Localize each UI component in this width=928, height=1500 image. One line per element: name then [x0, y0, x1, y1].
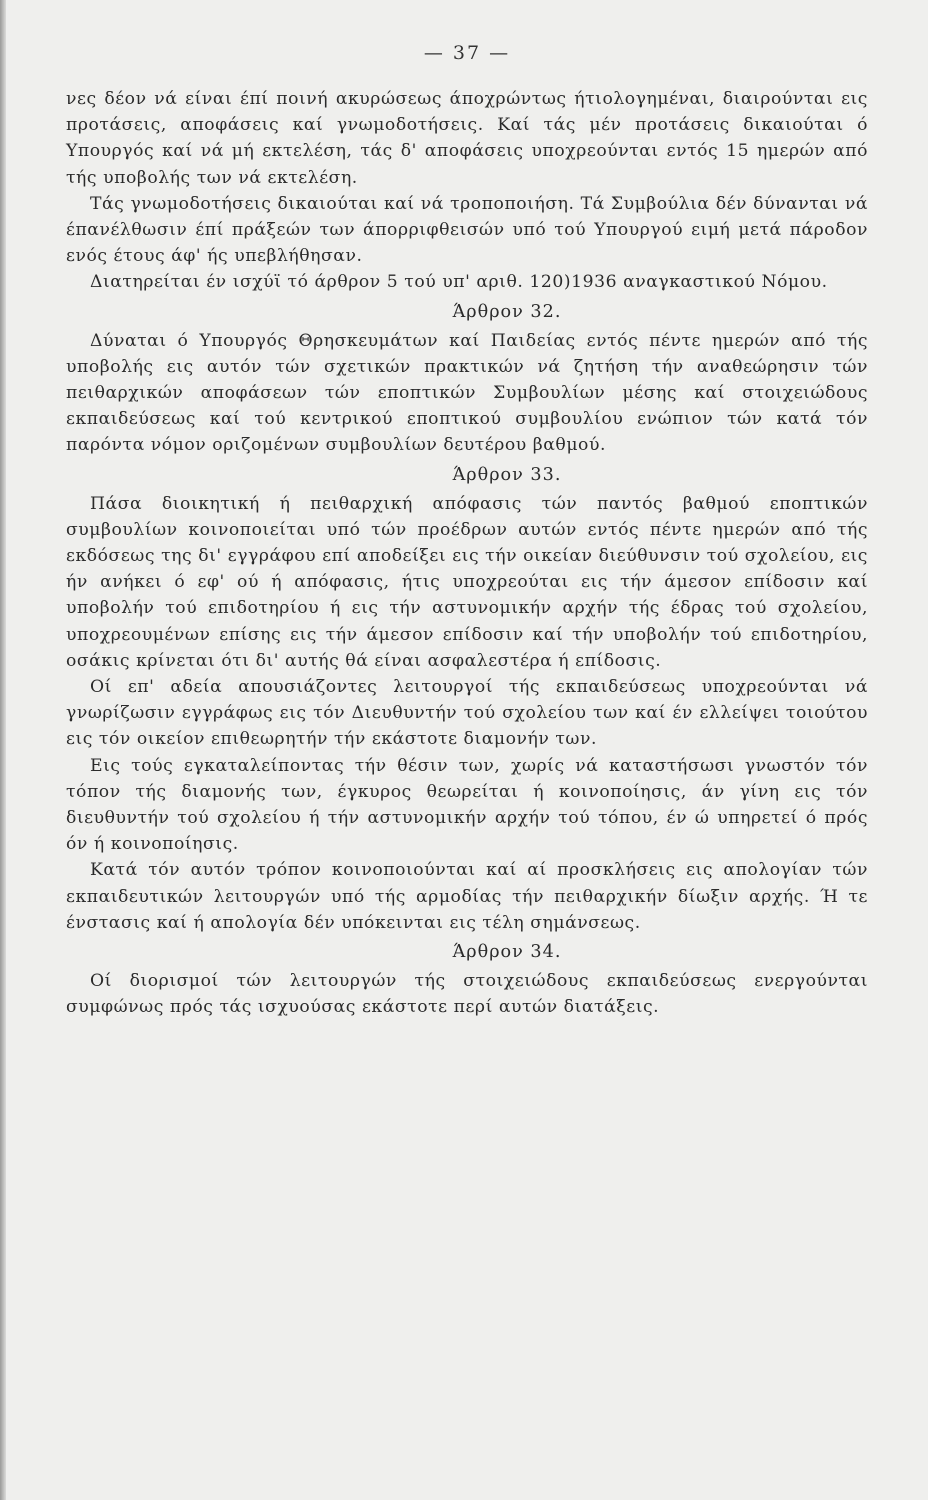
article-34-paragraph: Οί διορισμοί τών λειτουργών τής στοιχειώδους εκπαιδεύσεως ενεργούνται συμφώνως πρός τάς ισχυούσας εκάστοτε περί αυτών διατάξεις. [66, 971, 868, 1018]
article-33-paragraph: Οί επ' αδεία απουσιάζοντες λειτουργοί τής εκπαιδεύσεως υποχρεούνται νά γνωρίζωσιν εγγράφως εις τόν Διευθυντήν τού σχολείου των καί έν ελλείψει τοιούτου εις τόν οικείον επιθεωρητήν τήν εκάστοτε διαμονήν των. [66, 677, 868, 750]
page-number: — 37 — [423, 42, 511, 64]
paragraph-continuation: νες δέον νά είναι έπί ποινή ακυρώσεως άποχρώντως ήτιολογημέναι, διαιρούνται εις προτάσεις, αποφάσεις καί γνωμοδοτήσεις. Καί τάς μέν προτάσεις δικαιούται ό Υπουργός καί νά μή εκτελέση, τάς δ' αποφάσεις υποχρεούνται εντός 15 ημερών από τής υποβολής των νά εκτελέση. [66, 89, 868, 188]
article-34-heading: Άρθρον 34. [452, 942, 562, 963]
article-33-heading: Άρθρον 33. [452, 464, 562, 485]
article-32-paragraph: Δύναται ό Υπουργός Θρησκευμάτων καί Παιδείας εντός πέντε ημερών από τής υποβολής εις αυτόν τών σχετικών πρακτικών νά ζητήση τήν αναθεώρησιν τών πειθαρχικών αποφάσεων τών εποπτικών Συμβουλίων μέσης καί στοιχειώδους εκπαιδεύσεως καί τού κεντρικού εποπτικού συμβουλίου ενώπιον τών κατά τόν παρόντα νόμον οριζομένων συμβουλίων δευτέρου βαθμού. [66, 330, 868, 456]
paragraph: Διατηρείται έν ισχύϊ τό άρθρον 5 τού υπ' αριθ. 120)1936 αναγκαστικού Νόμου. [90, 272, 828, 293]
paragraph: Τάς γνωμοδοτήσεις δικαιούται καί νά τροποποιήση. Τά Συμβούλια δέν δύνανται νά έπανέλθωσιν έπί πράξεών των άπορριφθεισών υπό τού Υπουργού ειμή μετά πάροδον ενός έτους άφ' ής υπεβλήθησαν. [66, 193, 868, 267]
document-body [66, 86, 868, 1021]
article-33-paragraph: Εις τούς εγκαταλείποντας τήν θέσιν των, χωρίς νά καταστήσωσι γνωστόν τόν τόπον τής διαμονής των, έγκυρος θεωρείται ή κοινοποίησις, άν γίνη εις τόν διευθυντήν τού σχολείου ή τήν αστυνομικήν αρχήν τού τόπου, έν ώ υπηρετεί ό πρός όν ή κοινοποίησις. [66, 755, 868, 855]
article-32-heading: Άρθρον 32. [452, 301, 562, 322]
page-spine-edge [0, 0, 6, 1500]
article-33-paragraph: Κατά τόν αυτόν τρόπον κοινοποιούνται καί αί προσκλήσεις εις απολογίαν τών εκπαιδευτικών λειτουργών υπό τής αρμοδίας τήν πειθαρχικήν δίωξιν αρχής. Ή τε ένστασις καί ή απολογία δέν υπόκεινται εις τέλη σημάνσεως. [66, 860, 868, 933]
article-33-paragraph: Πάσα διοικητική ή πειθαρχική απόφασις τών παντός βαθμού εποπτικών συμβουλίων κοινοποιείται υπό τών προέδρων αυτών εντός πέντε ημερών από τής εκδόσεως της δι' εγγράφου επί αποδείξει εις τήν οικείαν διεύθυνσιν τού σχολείου, εις ήν ανήκει ό εφ' ού ή απόφασις, ήτις υποχρεούται εις τήν άμεσον επίδοσιν καί υποβολήν τού επιδοτηρίου ή εις τήν αστυνομικήν αρχήν τής έδρας τού σχολείου, υποχρεουμένων επίσης εις τήν άμεσον επίδοσιν καί τήν υποβολήν τού επιδοτηρίου, οσάκις κρίνεται ότι δι' αυτής θά είναι ασφαλεστέρα ή επίδοσις. [66, 493, 868, 671]
